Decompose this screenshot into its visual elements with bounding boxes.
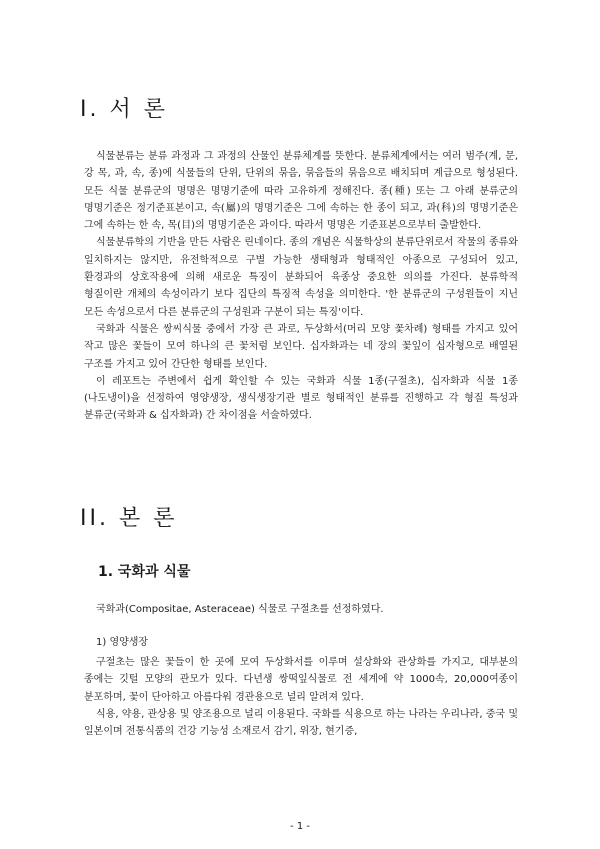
intro-heading: I. 서 론 bbox=[80, 97, 168, 122]
intro-paragraph-2: 식물분류학의 기반을 만든 사람은 린네이다. 종의 개념은 식물학상의 분류단위로서 작물의 종류와 일치하지는 않지만, 유전학적으로 구별 가능한 생태형과 형태적인 아종으로 구성되어 있고, 환경과의 상호작용에 의해 새로운 특징이 분화되어 육종상 중요한 의의를 가진다. 분류학적 형질이란 개체의 속성이라기 보다 집단의 특징적 속성을 의미한다. '한 분류군의 구성원들이 지닌 모든 속성으로서 다른 분류군의 구성원과 구분이 되는 특징'이다. bbox=[84, 237, 518, 318]
section-1-paragraph-1: 구절초는 많은 꽃들이 한 곳에 모여 두상화서를 이루며 설상화와 관상화를 가지고, 대부분의 종에는 깃털 모양의 관모가 있다. 다년생 쌍떡잎식물로 전 세계에 약 1000속, 20,000여종이 분포하며, 꽃이 단아하고 아름다워 경관용으로 널리 알려져 있다. bbox=[84, 657, 518, 703]
section-1-selection: 국화과(Compositae, Asteraceae) 식물로 구절초를 선정하였다. bbox=[96, 604, 384, 615]
intro-paragraph-1: 식물분류는 분류 과정과 그 과정의 산물인 분류체계를 뜻한다. 분류체계에서는 여러 범주(계, 문, 강 목, 과, 속, 종)에 식물들의 단위, 단위의 묶음, 묶음들의 묶음으로 배치되며 계급으로 형성된다. 모든 식물 분류군의 명명은 명명기준에 따라 고유하게 정해진다. 종(種) 또는 그 아래 분류군의 명명기준은 정기준표본이고, 속(屬)의 명명기준은 그에 속하는 한 종이 되고, 과(科)의 명명기준은 그에 속하는 한 속, 목(目)의 명명기준은 과이다. 따라서 명명은 기준표본으로부터 출발한다. bbox=[84, 151, 518, 232]
section-1-paragraph-2: 식용, 약용, 관상용 및 양조용으로 널리 이용된다. 국화를 식용으로 하는 나라는 우리나라, 중국 및 일본이며 전통식품의 건강 기능성 소재로서 감기, 위장, 현기증, bbox=[84, 708, 518, 738]
intro-paragraph-3: 국화과 식물은 쌍씨식물 중에서 가장 큰 과로, 두상화서(머리 모양 꽃차례) 형태를 가지고 있어 작고 많은 꽃들이 모여 하나의 큰 꽃처럼 보인다. 십자화과는 네 장의 꽃잎이 십자형으로 배열된 구조를 가지고 있어 간단한 형태를 보인다. bbox=[84, 323, 518, 370]
intro-paragraph-4: 이 레포트는 주변에서 쉽게 확인할 수 있는 국화과 식물 1종(구절초), 십자화과 식물 1종(나도냉이)을 선정하여 영양생장, 생식생장기관 별로 형태적인 분류를 진행하고 각 형질 특성과 분류군(국화과 & 십자화과) 간 차이점을 서술하였다. bbox=[84, 375, 518, 422]
section-1-body bbox=[84, 654, 518, 740]
body-heading: II. 본 론 bbox=[80, 506, 178, 531]
subsection-1-label: 1) 영양생장 bbox=[96, 637, 149, 648]
page-number: - 1 - bbox=[290, 821, 310, 832]
intro-body bbox=[84, 148, 518, 425]
section-1-title: 1. 국화과 식물 bbox=[98, 564, 191, 580]
